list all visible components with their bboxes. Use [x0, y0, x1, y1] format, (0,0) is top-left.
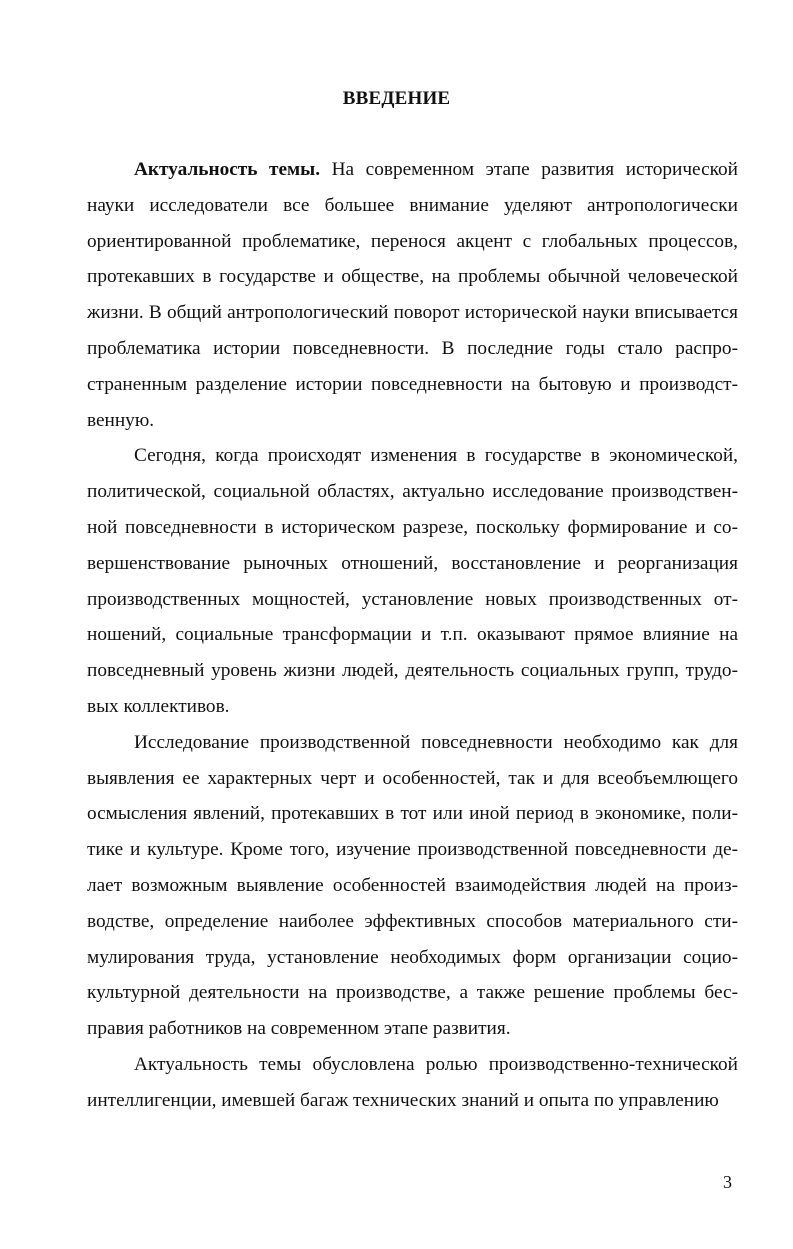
paragraph [87, 152, 738, 438]
paragraph [87, 438, 738, 724]
paragraph-text: Исследование производственной повседневности необходимо как для выявления ее характерных черт и особенностей, так и для всеобъемлющего осмысления явлений, протекавших в тот или иной период в экономике, политике и культуре. Кроме того, изучение производственной повседневности делает возможным выявление особенностей взаимодействия людей на производстве, определение наиболее эффективных способов материального стимулирования труда, установление необходимых форм организации социокультурной деятельности на производстве, а также решение проблемы бесправия работников на современном этапе развития. [87, 731, 738, 1040]
paragraph-text: На современном этапе развития исторической науки исследователи все большее внимание уделяют антропологически ориентированной проблематике, перенося акцент с глобальных процессов, протекавших в государстве и обществе, на проблемы обычной человеческой жизни. В общий антропологический поворот исторической науки вписывается проблематика истории повседневности. В последние годы стало распространенным разделение истории повседневности на бытовую и производственную. [87, 159, 738, 431]
paragraph-text: Актуальность темы обусловлена ролью производственно-технической интеллигенции, имевшей багаж технических знаний и опыта по управлению [87, 1053, 738, 1111]
paragraph-lead: Актуальность темы. [134, 159, 321, 180]
paragraph [87, 725, 738, 1047]
page-number: 3 [723, 1172, 732, 1192]
page-title: ВВЕДЕНИЕ [342, 88, 451, 109]
paragraph-text: Сегодня, когда происходят изменения в государстве в экономической, политической, социальной областях, актуально исследование производственной повседневности в историческом разрезе, поскольку формирование и совершенствование рыночных отношений, восстановление и реорганизация производственных мощностей, установление новых производственных отношений, социальные трансформации и т.п. оказывают прямое влияние на повседневный уровень жизни людей, деятельность социальных групп, трудовых коллективов. [87, 445, 738, 717]
paragraph [87, 1047, 738, 1119]
body-text [87, 152, 738, 1119]
